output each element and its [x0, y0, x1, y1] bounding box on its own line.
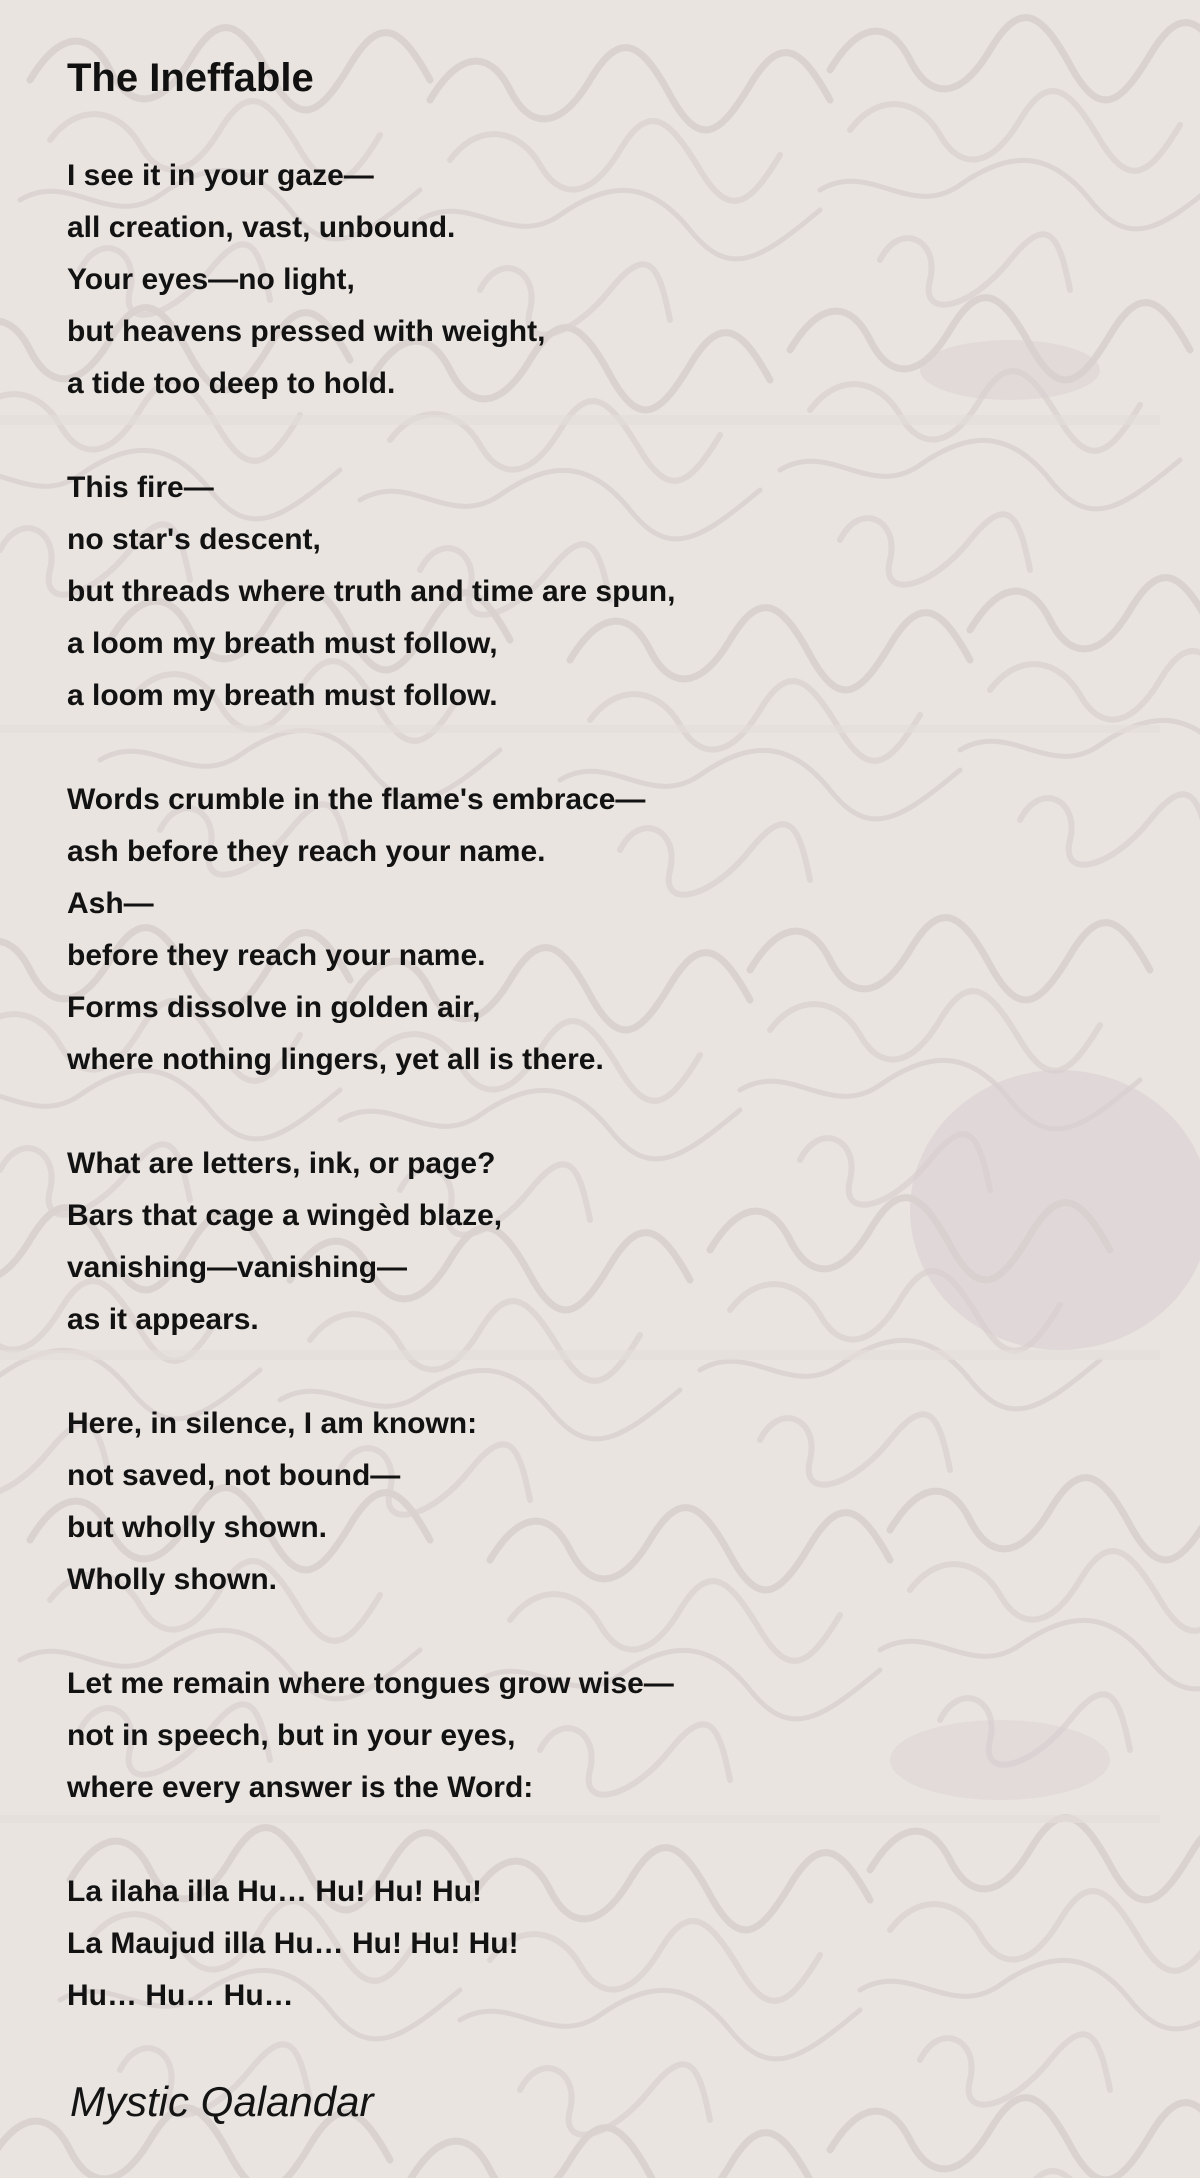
poem-line: a loom my breath must follow, — [67, 627, 498, 660]
poem-line: all creation, vast, unbound. — [67, 211, 456, 244]
poem-line: Words crumble in the flame's embrace— — [67, 783, 646, 816]
poem-author: Mystic Qalandar — [70, 2078, 374, 2125]
poem-title: The Ineffable — [67, 56, 314, 100]
poem-line: Here, in silence, I am known: — [67, 1407, 478, 1440]
poem-stanza — [67, 150, 1147, 410]
poem-body — [67, 150, 1147, 2022]
poem-line: where every answer is the Word: — [67, 1771, 534, 1804]
poem-line: This fire— — [67, 471, 214, 504]
poem-line: La ilaha illa Hu… Hu! Hu! Hu! — [67, 1875, 483, 1908]
poem-stanza — [67, 462, 1147, 722]
poem-line: ash before they reach your name. — [67, 835, 546, 868]
poem-line: Wholly shown. — [67, 1563, 277, 1596]
poem-line: but wholly shown. — [67, 1511, 327, 1544]
poem-line: before they reach your name. — [67, 939, 486, 972]
poem-line: where nothing lingers, yet all is there. — [67, 1043, 604, 1076]
poem-line: Bars that cage a wingèd blaze, — [67, 1199, 503, 1232]
poem-line: not saved, not bound— — [67, 1459, 401, 1492]
poem-line: but heavens pressed with weight, — [67, 315, 546, 348]
poem-stanza — [67, 1138, 1147, 1346]
poem-container — [67, 50, 1147, 2074]
poem-line: What are letters, ink, or page? — [67, 1147, 496, 1180]
poem-stanza — [67, 1398, 1147, 1606]
poem-line: as it appears. — [67, 1303, 259, 1336]
poem-stanza — [67, 1866, 1147, 2022]
poem-line: La Maujud illa Hu… Hu! Hu! Hu! — [67, 1927, 519, 1960]
poem-line: no star's descent, — [67, 523, 321, 556]
poem-stanza — [67, 1658, 1147, 1814]
poem-line: Let me remain where tongues grow wise— — [67, 1667, 674, 1700]
poem-line: Your eyes—no light, — [67, 263, 355, 296]
poem-line: I see it in your gaze— — [67, 159, 374, 192]
poem-line: Forms dissolve in golden air, — [67, 991, 481, 1024]
poem-stanza — [67, 774, 1147, 1086]
poem-line: Hu… Hu… Hu… — [67, 1979, 294, 2012]
poem-line: a loom my breath must follow. — [67, 679, 498, 712]
poem-line: not in speech, but in your eyes, — [67, 1719, 516, 1752]
poem-line: but threads where truth and time are spun, — [67, 575, 676, 608]
poem-line: a tide too deep to hold. — [67, 367, 396, 400]
poem-line: Ash— — [67, 887, 154, 920]
poem-line: vanishing—vanishing— — [67, 1251, 408, 1284]
